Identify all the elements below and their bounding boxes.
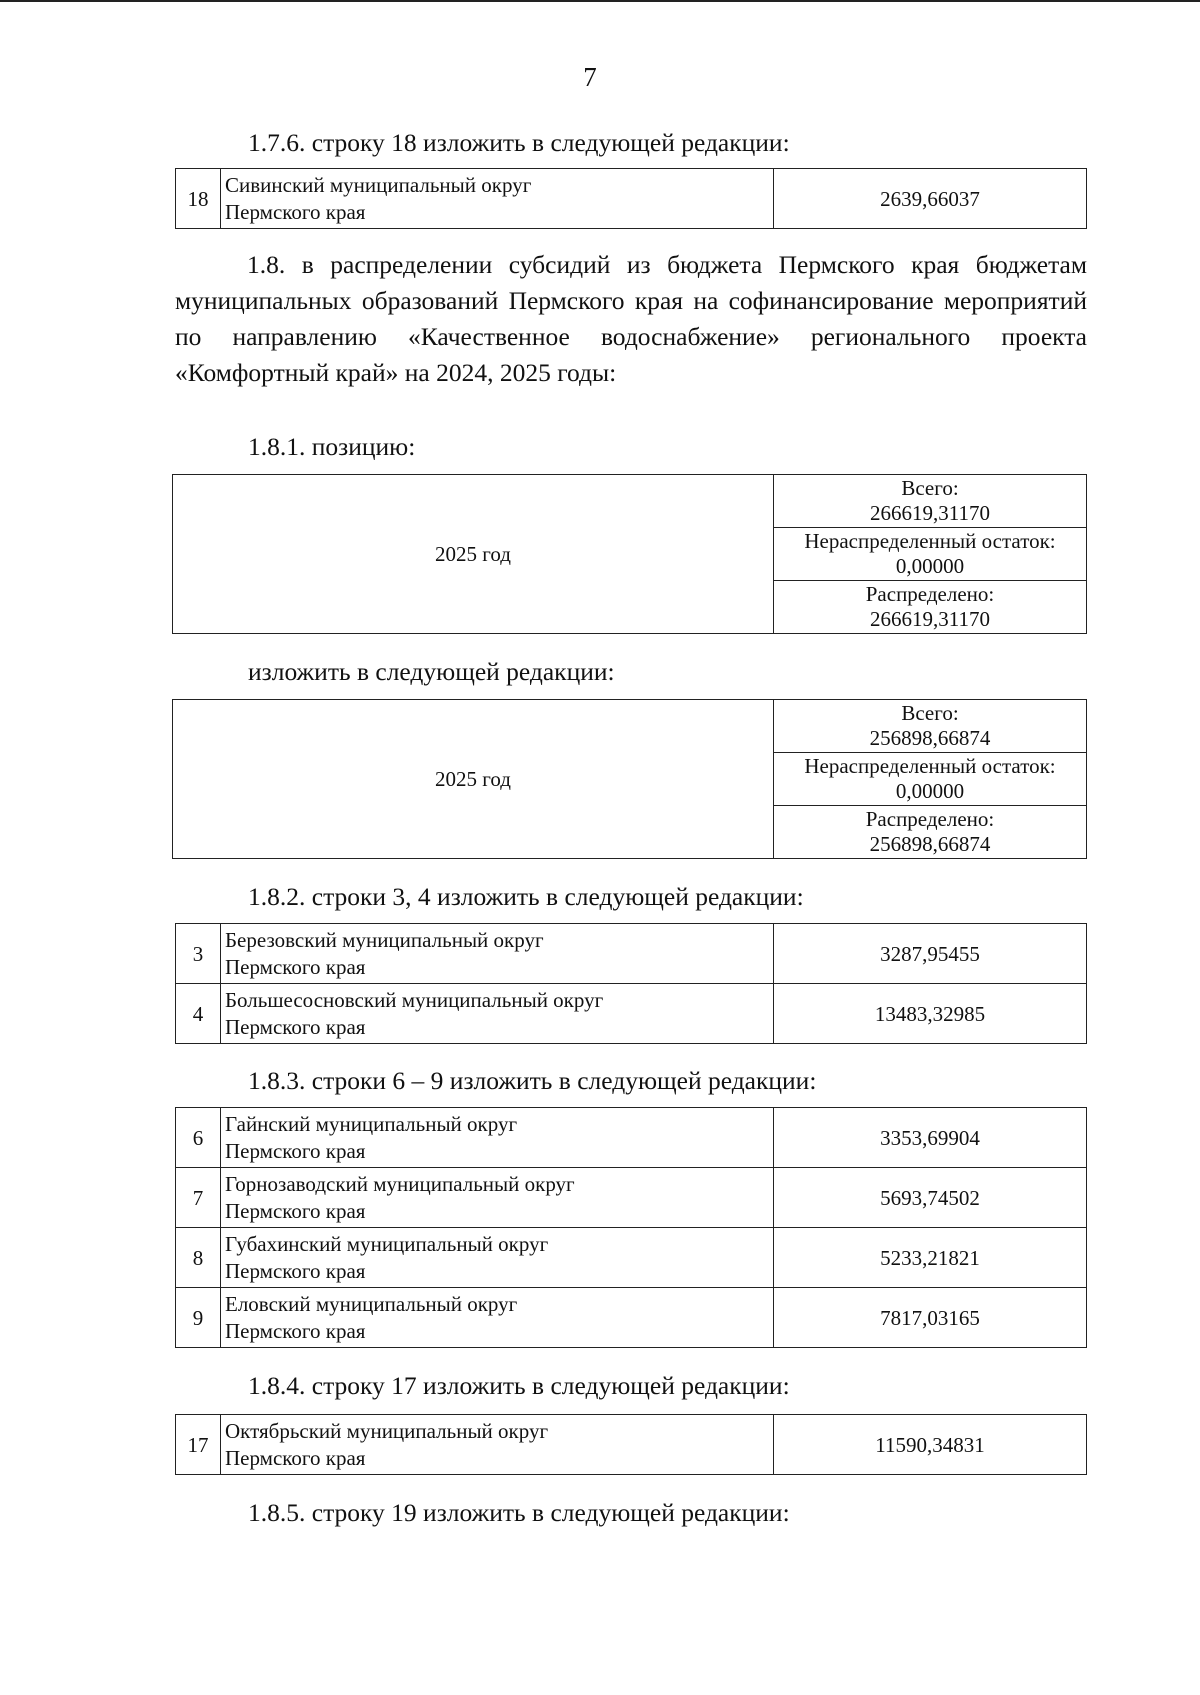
municipality-name [221,1108,774,1168]
table-row [176,1108,1087,1168]
position-old-total: Всего: 266619,31170 [774,475,1087,528]
scan-top-edge [0,0,1200,2]
subsidy-amount: 3287,95455 [774,924,1087,984]
table-row [176,1228,1087,1288]
row-number: 6 [176,1108,221,1168]
paragraph-1-8 [175,247,1087,391]
table-row [176,1168,1087,1228]
heading-1-8-5: 1.8.5. строку 19 изложить в следующей редакции: [248,1498,790,1527]
table-1-7-6 [175,168,1087,229]
municipality-name-line1: Еловский муниципальный округ [225,1291,518,1316]
municipality-name-line1: Березовский муниципальный округ [225,927,544,952]
heading-1-8-4: 1.8.4. строку 17 изложить в следующей редакции: [248,1371,790,1400]
table-1-8-3 [175,1107,1087,1348]
paragraph-1-8-text: 1.8. в распределении субсидий из бюджета Пермского края бюджетам муниципальных образований Пермского края на софинансирование мероприятий по направлению «Качественное водоснабжение» регионального проекта «Комфортный край» на 2024, 2025 годы: [175,250,1087,387]
position-old-unallocated: Нераспределенный остаток: 0,00000 [774,528,1087,581]
municipality-name-line2: Пермского края [225,1014,366,1039]
subsidy-amount: 13483,32985 [774,984,1087,1044]
subsidy-amount: 2639,66037 [774,169,1087,229]
municipality-name-line2: Пермского края [225,199,366,224]
table-row [176,169,1087,229]
municipality-name-line1: Октябрьский муниципальный округ [225,1418,549,1443]
municipality-name [221,1228,774,1288]
subsidy-amount: 5693,74502 [774,1168,1087,1228]
row-number: 17 [176,1415,221,1475]
row-number: 9 [176,1288,221,1348]
heading-1-8-1: 1.8.1. позицию: [248,432,416,461]
position-new-unallocated: Нераспределенный остаток: 0,00000 [774,753,1087,806]
position-new-table [172,699,1087,859]
position-new-allocated: Распределено: 256898,66874 [774,806,1087,859]
table-1-8-2 [175,923,1087,1044]
municipality-name-line2: Пермского края [225,954,366,979]
row-number: 3 [176,924,221,984]
municipality-name-line2: Пермского края [225,1138,366,1163]
replace-heading: изложить в следующей редакции: [248,657,615,686]
municipality-name-line2: Пермского края [225,1445,366,1470]
municipality-name-line1: Гайнский муниципальный округ [225,1111,518,1136]
table-row [176,924,1087,984]
subsidy-amount: 3353,69904 [774,1108,1087,1168]
municipality-name [221,1168,774,1228]
municipality-name-line2: Пермского края [225,1198,366,1223]
row-number: 8 [176,1228,221,1288]
heading-1-7-6: 1.7.6. строку 18 изложить в следующей редакции: [248,128,790,157]
heading-1-8-3: 1.8.3. строки 6 – 9 изложить в следующей редакции: [248,1066,817,1095]
subsidy-amount: 5233,21821 [774,1228,1087,1288]
municipality-name-line2: Пермского края [225,1258,366,1283]
row-number: 18 [176,169,221,229]
position-old-year: 2025 год [173,475,774,634]
subsidy-amount: 7817,03165 [774,1288,1087,1348]
position-old-table [172,474,1087,634]
position-new-total: Всего: 256898,66874 [774,700,1087,753]
municipality-name [221,1415,774,1475]
municipality-name [221,169,774,229]
municipality-name [221,924,774,984]
municipality-name-line1: Горнозаводский муниципальный округ [225,1171,575,1196]
position-old-allocated: Распределено: 266619,31170 [774,581,1087,634]
municipality-name-line1: Большесосновский муниципальный округ [225,987,604,1012]
table-row [176,984,1087,1044]
subsidy-amount: 11590,34831 [774,1415,1087,1475]
table-row [176,1415,1087,1475]
table-1-8-4 [175,1414,1087,1475]
table-row [176,1288,1087,1348]
position-new-year: 2025 год [173,700,774,859]
municipality-name [221,984,774,1044]
row-number: 7 [176,1168,221,1228]
municipality-name-line1: Сивинский муниципальный округ [225,172,532,197]
row-number: 4 [176,984,221,1044]
page-number: 7 [583,62,597,92]
municipality-name [221,1288,774,1348]
municipality-name-line1: Губахинский муниципальный округ [225,1231,549,1256]
municipality-name-line2: Пермского края [225,1318,366,1343]
heading-1-8-2: 1.8.2. строки 3, 4 изложить в следующей редакции: [248,882,804,911]
